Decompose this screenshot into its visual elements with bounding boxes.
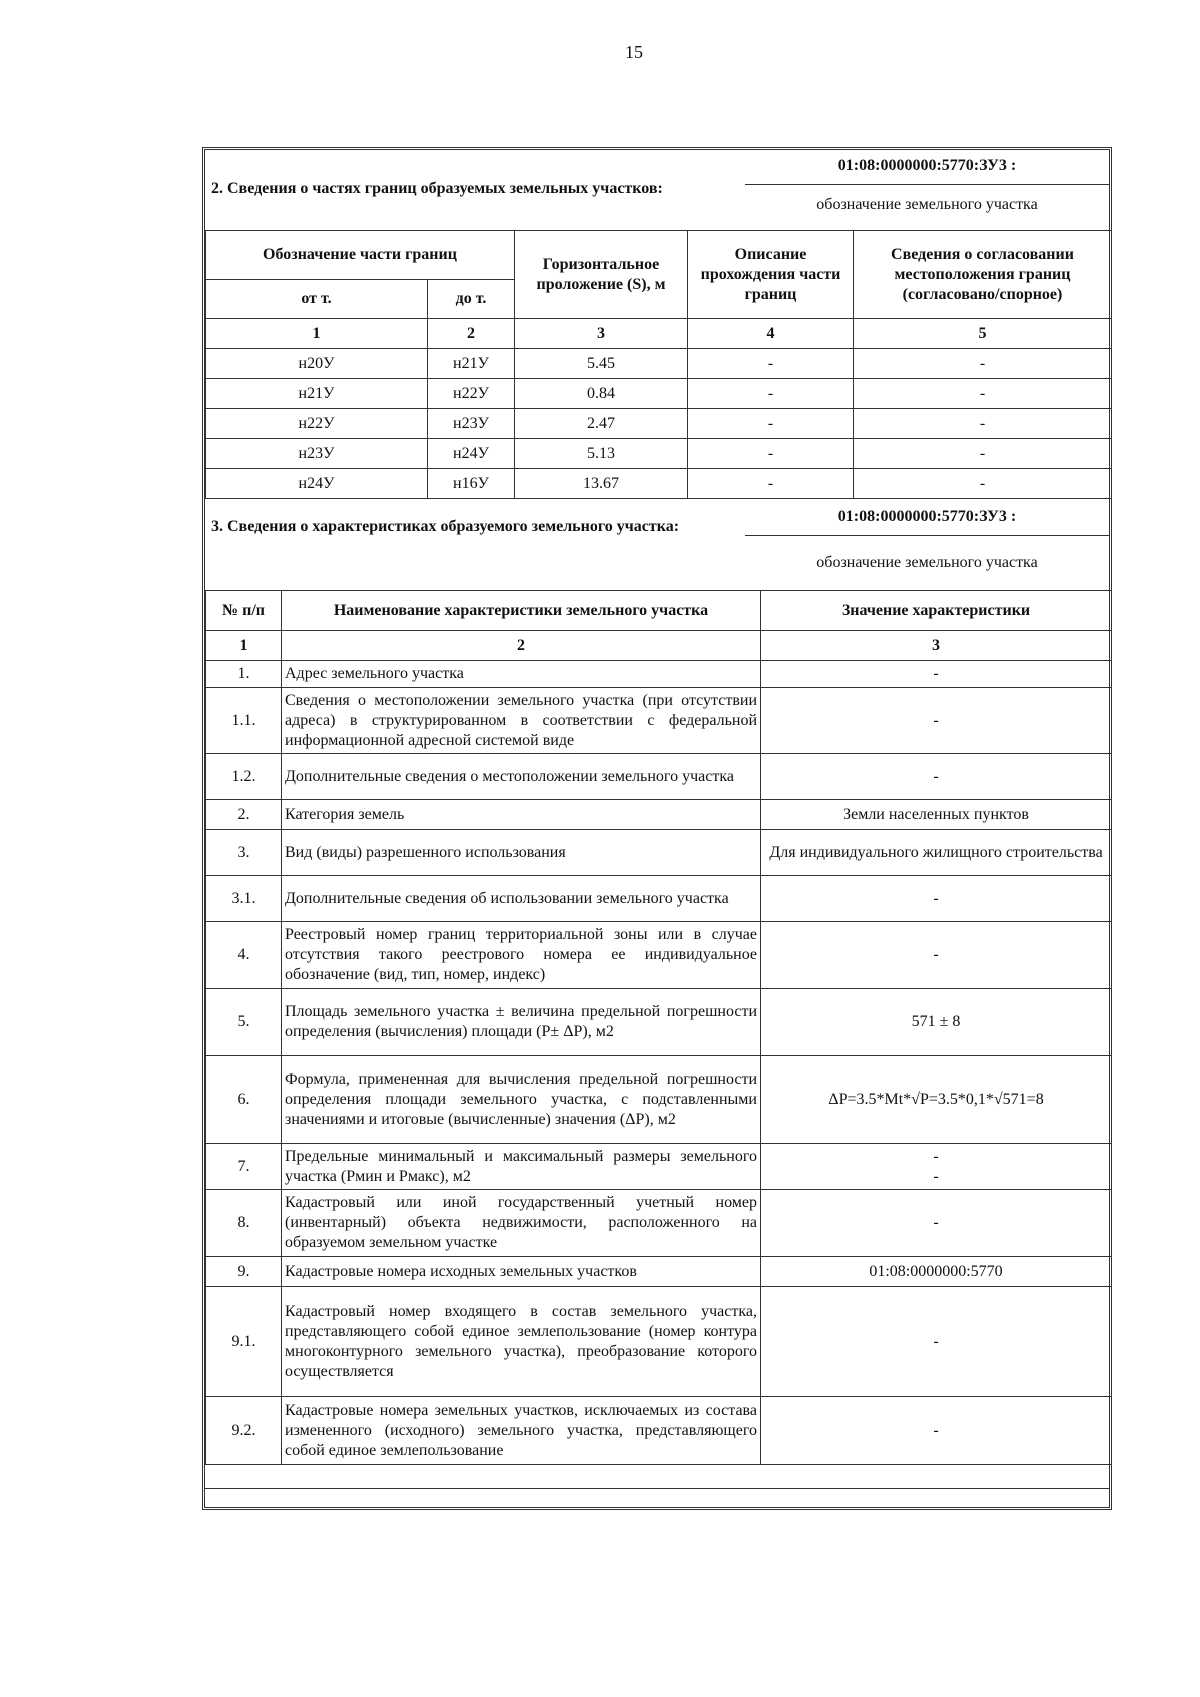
- cell-agreement: -: [854, 379, 1112, 409]
- cell-agreement: -: [854, 349, 1112, 379]
- cell-name: Кадастровый или иной государственный учетный номер (инвентарный) объекта недвижимости, расположенного на образуемом земельном участке: [282, 1190, 761, 1257]
- cell-num: 9.2.: [206, 1397, 282, 1465]
- cell-description: -: [688, 409, 854, 439]
- table-row: [206, 989, 1112, 1056]
- table-row: [206, 1190, 1112, 1257]
- table-row: [206, 1397, 1112, 1465]
- col-number: 4: [688, 319, 854, 349]
- col-number: 3: [761, 631, 1112, 661]
- cell-from: н24У: [206, 469, 428, 499]
- table-row: [206, 754, 1112, 800]
- section3-header: [205, 498, 1109, 588]
- cell-value: -: [761, 876, 1112, 922]
- cell-to: н24У: [428, 439, 515, 469]
- cell-num: 7.: [206, 1144, 282, 1190]
- cell-to: н16У: [428, 469, 515, 499]
- th-name: Наименование характеристики земельного участка: [282, 591, 761, 631]
- col-number: 1: [206, 319, 428, 349]
- table-row: [206, 349, 1112, 379]
- th-boundary-part: Обозначение части границ: [206, 231, 515, 280]
- cell-value: 571 ± 8: [761, 989, 1112, 1056]
- cell-to: н22У: [428, 379, 515, 409]
- th-length: Горизонтальное проложение (S), м: [515, 231, 688, 319]
- cell-value: -: [761, 688, 1112, 754]
- cell-length: 5.13: [515, 439, 688, 469]
- table-row: [206, 1056, 1112, 1144]
- cell-name: Предельные минимальный и максимальный размеры земельного участка (Рмин и Рмакс), м2: [282, 1144, 761, 1190]
- column-number-row: [206, 631, 1112, 661]
- cell-value: -: [761, 661, 1112, 688]
- section2-parcel-code: 01:08:0000000:5770:ЗУ3 :: [837, 157, 1017, 174]
- cell-value: -: [761, 1190, 1112, 1257]
- cell-description: -: [688, 439, 854, 469]
- table-row: [206, 922, 1112, 989]
- bottom-divider: [205, 1488, 1109, 1489]
- cell-name: Сведения о местоположении земельного участка (при отсутствии адреса) в структурированном в соответствии с федеральной информационной адресной системой виде: [282, 688, 761, 754]
- cell-num: 1.2.: [206, 754, 282, 800]
- table-row: [206, 379, 1112, 409]
- cell-name: Площадь земельного участка ± величина предельной погрешности определения (вычисления) площади (Р± ΔР), м2: [282, 989, 761, 1056]
- th-num: № п/п: [206, 591, 282, 631]
- cell-num: 5.: [206, 989, 282, 1056]
- col-number: 2: [428, 319, 515, 349]
- cell-num: 3.: [206, 830, 282, 876]
- th-to: до т.: [428, 280, 515, 319]
- cell-value: Земли населенных пунктов: [761, 800, 1112, 830]
- cell-num: 9.1.: [206, 1287, 282, 1397]
- cell-description: -: [688, 379, 854, 409]
- cell-value: -: [761, 1287, 1112, 1397]
- cell-from: н20У: [206, 349, 428, 379]
- cell-num: 9.: [206, 1257, 282, 1287]
- cell-length: 5.45: [515, 349, 688, 379]
- cell-value: -: [761, 1397, 1112, 1465]
- cell-description: -: [688, 349, 854, 379]
- col-number: 1: [206, 631, 282, 661]
- table-row: [206, 1287, 1112, 1397]
- cell-name: Дополнительные сведения о местоположении земельного участка: [282, 754, 761, 800]
- th-agreement: Сведения о согласовании местоположения границ (согласовано/спорное): [854, 231, 1112, 319]
- cell-from: н21У: [206, 379, 428, 409]
- cell-num: 2.: [206, 800, 282, 830]
- cell-name: Кадастровые номера земельных участков, исключаемых из состава измененного (исходного) земельного участка, представляющего собой единое землепользование: [282, 1397, 761, 1465]
- cell-value: ΔР=3.5*Mt*√P=3.5*0,1*√571=8: [761, 1056, 1112, 1144]
- th-value: Значение характеристики: [761, 591, 1112, 631]
- cell-name: Реестровый номер границ территориальной зоны или в случае отсутствия такого реестрового номера ее индивидуальное обозначение (вид, тип, номер, индекс): [282, 922, 761, 989]
- section3-code-caption: обозначение земельного участка: [816, 554, 1038, 571]
- cell-to: н21У: [428, 349, 515, 379]
- column-number-row: [206, 319, 1112, 349]
- cell-name: Кадастровый номер входящего в состав земельного участка, представляющего собой единое землепользование (номер контура многоконтурного земельного участка), преобразование которого осуществляется: [282, 1287, 761, 1397]
- boundary-parts-table: [205, 230, 1112, 499]
- cell-num: 3.1.: [206, 876, 282, 922]
- cell-value: -: [761, 922, 1112, 989]
- cell-name: Дополнительные сведения об использовании земельного участка: [282, 876, 761, 922]
- cell-num: 1.: [206, 661, 282, 688]
- th-from: от т.: [206, 280, 428, 319]
- page-number: 15: [625, 42, 643, 62]
- table-row: [206, 409, 1112, 439]
- cell-value: - -: [761, 1144, 1112, 1190]
- section3-parcel-code: 01:08:0000000:5770:ЗУ3 :: [837, 508, 1017, 525]
- section2-header: [205, 150, 1109, 230]
- cell-from: н23У: [206, 439, 428, 469]
- section3-title: 3. Сведения о характеристиках образуемого земельного участка:: [211, 518, 680, 535]
- section2-code-caption: обозначение земельного участка: [816, 196, 1038, 213]
- cell-name: Категория земель: [282, 800, 761, 830]
- cell-value: -: [761, 754, 1112, 800]
- col-number: 3: [515, 319, 688, 349]
- col-number: 5: [854, 319, 1112, 349]
- table-row: [206, 800, 1112, 830]
- section2-code-underline: [745, 184, 1109, 185]
- th-description: Описание прохождения части границ: [688, 231, 854, 319]
- cell-num: 8.: [206, 1190, 282, 1257]
- section2-title: 2. Сведения о частях границ образуемых земельных участков:: [211, 180, 663, 197]
- table-row: [206, 876, 1112, 922]
- cell-num: 6.: [206, 1056, 282, 1144]
- cell-num: 4.: [206, 922, 282, 989]
- cell-value: Для индивидуального жилищного строительства: [761, 830, 1112, 876]
- cell-length: 0.84: [515, 379, 688, 409]
- cell-from: н22У: [206, 409, 428, 439]
- col-number: 2: [282, 631, 761, 661]
- cell-value: 01:08:0000000:5770: [761, 1257, 1112, 1287]
- document-frame: [202, 147, 1112, 1510]
- characteristics-table: [205, 590, 1112, 1465]
- table-row: [206, 439, 1112, 469]
- table-row: [206, 688, 1112, 754]
- table-row: [206, 1144, 1112, 1190]
- cell-length: 13.67: [515, 469, 688, 499]
- table-row: [206, 1257, 1112, 1287]
- cell-num: 1.1.: [206, 688, 282, 754]
- cell-agreement: -: [854, 439, 1112, 469]
- cell-length: 2.47: [515, 409, 688, 439]
- cell-to: н23У: [428, 409, 515, 439]
- table-row: [206, 661, 1112, 688]
- section3-code-underline: [745, 535, 1109, 536]
- cell-description: -: [688, 469, 854, 499]
- table-row: [206, 830, 1112, 876]
- cell-name: Вид (виды) разрешенного использования: [282, 830, 761, 876]
- cell-agreement: -: [854, 469, 1112, 499]
- table-row: [206, 469, 1112, 499]
- cell-name: Адрес земельного участка: [282, 661, 761, 688]
- cell-name: Формула, примененная для вычисления предельной погрешности определения площади земельного участка, с подставленными значениями и итоговые (вычисленные) значения (ΔР), м2: [282, 1056, 761, 1144]
- cell-name: Кадастровые номера исходных земельных участков: [282, 1257, 761, 1287]
- cell-agreement: -: [854, 409, 1112, 439]
